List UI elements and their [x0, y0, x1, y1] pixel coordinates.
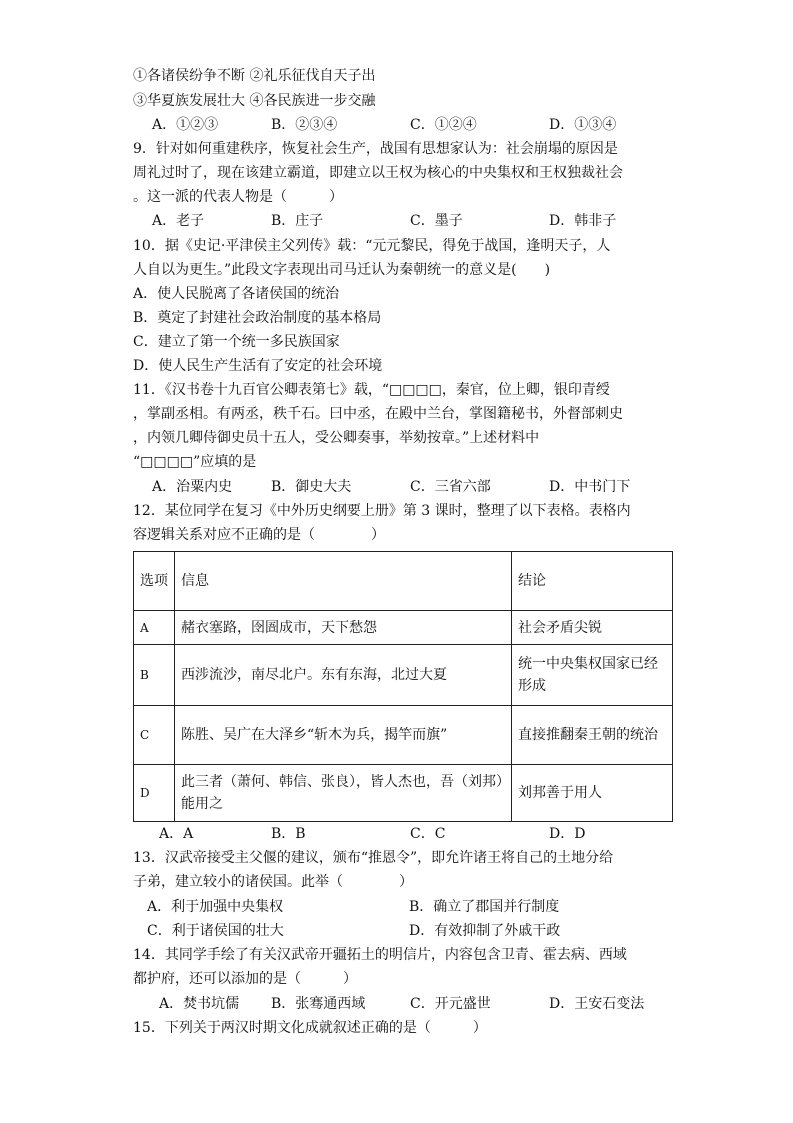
row-conclusion: 刘邦善于用人 — [512, 765, 673, 822]
table-row — [134, 645, 673, 706]
q11-stem-2: ，掌副丞相。有两丞，秩千石。曰中丞，在殿中兰台，掌图籍秘书，外督部刺史 — [133, 406, 623, 422]
row-option: C — [134, 706, 175, 765]
table-row — [134, 765, 673, 822]
q14-choice-c: C．开元盛世 — [410, 996, 491, 1012]
q12-choice-a: A．A — [159, 826, 194, 842]
row-option: B — [134, 645, 175, 706]
header-conclusion: 结论 — [512, 552, 673, 611]
q11-stem-3: ，内领几卿侍御史员十五人，受公卿奏事，举劾按章。”上述材料中 — [133, 430, 540, 446]
q15-stem-1: 15．下列关于两汉时期文化成就叙述正确的是（ ） — [133, 1020, 487, 1036]
q13-stem-2: 子弟，建立较小的诸侯国。此举（ ） — [133, 874, 413, 890]
q10-choice-a: A．使人民脱离了各诸侯国的统治 — [133, 286, 340, 302]
q14-stem-2: 都护府，还可以添加的是（ ） — [133, 971, 357, 987]
q9-stem-2: 周礼过时了，现在该建立霸道，即建立以王权为核心的中央集权和王权独裁社会 — [133, 165, 623, 181]
choice-b: B．②③④ — [271, 117, 338, 133]
option-line-1-2: ①各诸侯纷争不断 ②礼乐征伐自天子出 — [133, 68, 376, 84]
q9-choice-a: A．老子 — [152, 213, 205, 229]
table-header-row — [134, 552, 673, 611]
row-info: 此三者（萧何、韩信、张良），皆人杰也，吾（刘邦）能用之 — [175, 765, 512, 822]
header-option: 选项 — [134, 552, 175, 611]
q9-stem-1: 9．针对如何重建秩序，恢复社会生产，战国有思想家认为：社会崩塌的原因是 — [133, 141, 618, 157]
q12-choice-b: B．B — [271, 826, 306, 842]
q13-stem-1: 13．汉武帝接受主父偃的建议，颁布“推恩令”，即允许诸王将自己的土地分给 — [133, 850, 614, 866]
q9-stem-3: 。这一派的代表人物是（ ） — [133, 189, 343, 205]
choice-a: A．①②③ — [152, 117, 219, 133]
choice-d: D．①③④ — [549, 117, 617, 133]
row-info: 陈胜、吴广在大泽乡“斩木为兵，揭竿而旗” — [175, 706, 512, 765]
header-info: 信息 — [175, 552, 512, 611]
q11-stem-1: 11．《汉书卷十九百官公卿表第七》载，“□□□□，秦官，位上卿，银印青绶 — [133, 382, 610, 398]
row-conclusion: 直接推翻秦王朝的统治 — [512, 706, 673, 765]
q9-choice-b: B．庄子 — [271, 213, 324, 229]
q11-choice-b: B．御史大夫 — [271, 479, 352, 495]
q13-choice-a: A．利于加强中央集权 — [147, 899, 284, 915]
q14-stem-1: 14．其同学手绘了有关汉武帝开疆拓土的明信片，内容包含卫青、霍去病、西域 — [133, 947, 627, 963]
row-option: A — [134, 611, 175, 645]
q10-choice-d: D．使人民生产生活有了安定的社会环境 — [133, 358, 383, 374]
table-row — [134, 611, 673, 645]
q14-choice-d: D．王安石变法 — [549, 996, 645, 1012]
row-info: 西涉流沙，南尽北户。东有东海，北过大夏 — [175, 645, 512, 706]
q12-table — [133, 551, 673, 822]
q11-choice-a: A．治粟内史 — [152, 479, 233, 495]
q10-choice-b: B．奠定了封建社会政治制度的基本格局 — [133, 310, 382, 326]
q13-choice-d: D．有效抑制了外戚干政 — [409, 923, 561, 939]
q13-choice-b: B．确立了郡国并行制度 — [409, 899, 560, 915]
q10-stem-1: 10．据《史记·平津侯主父列传》载：“元元黎民，得免于战国，逢明天子，人 — [133, 238, 611, 254]
option-line-3-4: ③华夏族发展壮大 ④各民族进一步交融 — [133, 93, 376, 109]
row-conclusion: 社会矛盾尖锐 — [512, 611, 673, 645]
q11-stem-4: “□□□□”应填的是 — [133, 454, 257, 470]
q12-stem-2: 容逻辑关系对应不正确的是（ ） — [133, 527, 385, 543]
q12-choice-d: D．D — [549, 826, 586, 842]
q11-choice-d: D．中书门下 — [549, 479, 631, 495]
row-conclusion: 统一中央集权国家已经形成 — [512, 645, 673, 706]
q10-stem-2: 人自以为更生。”此段文字表现出司马迁认为秦朝统一的意义是( ) — [133, 262, 551, 278]
choice-c: C．①②④ — [410, 117, 477, 133]
q11-choice-c: C．三省六部 — [410, 479, 491, 495]
q9-choice-c: C．墨子 — [410, 213, 463, 229]
q14-choice-b: B．张骞通西域 — [271, 996, 366, 1012]
q9-choice-d: D．韩非子 — [549, 213, 617, 229]
q12-choice-c: C．C — [410, 826, 446, 842]
q13-choice-c: C．利于诸侯国的壮大 — [147, 923, 284, 939]
q10-choice-c: C．建立了第一个统一多民族国家 — [133, 334, 340, 350]
row-info: 赭衣塞路，囹圄成市，天下愁怨 — [175, 611, 512, 645]
table-row — [134, 706, 673, 765]
q12-stem-1: 12．某位同学在复习《中外历史纲要上册》第 3 课时，整理了以下表格。表格内 — [133, 503, 631, 519]
q14-choice-a: A．焚书坑儒 — [159, 996, 240, 1012]
row-option: D — [134, 765, 175, 822]
